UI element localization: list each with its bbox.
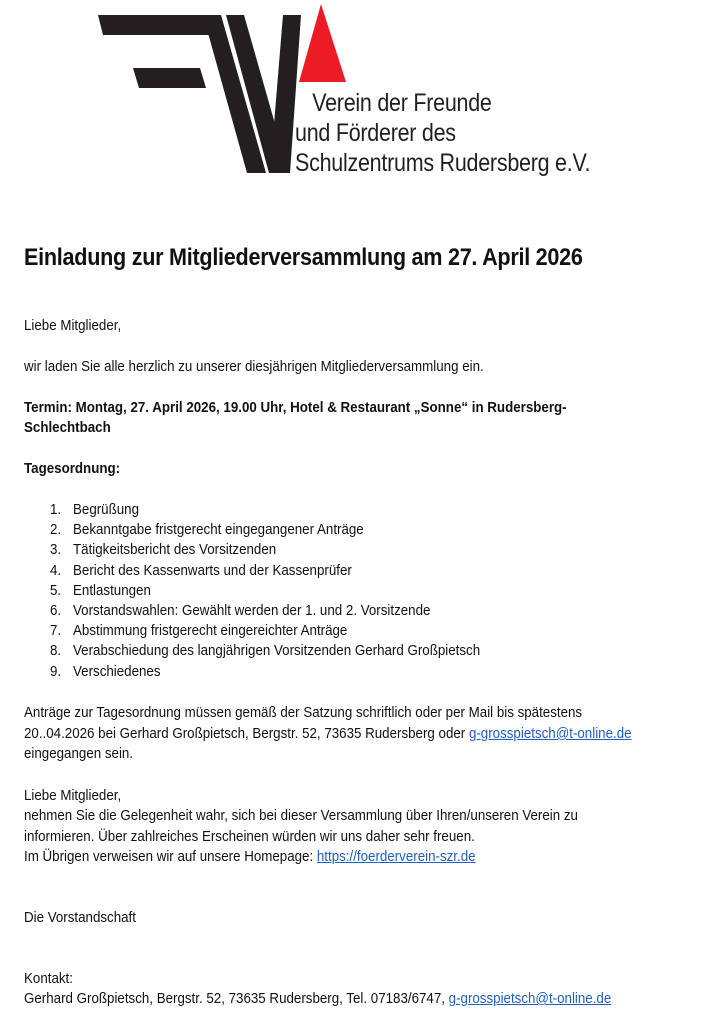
agenda-text: Vorstandswahlen: Gewählt werden der 1. und 2. Vorsitzende — [73, 603, 431, 620]
agenda-number: 7. — [50, 623, 62, 640]
logo-line-1: Verein der Freunde — [312, 89, 492, 117]
email-link[interactable]: g-grosspietsch@t-online.de — [468, 726, 632, 742]
logo-line-3: Schulzentrums Rudersberg e.V. — [295, 149, 591, 177]
agenda-list — [50, 500, 480, 682]
logo-f-top-bar — [98, 15, 211, 35]
antraege-line-2-text: 20..04.2026 bei Gerhard Großpietsch, Bergstr. 52, 73635 Rudersberg oder — [24, 726, 469, 742]
agenda-number: 3. — [50, 542, 62, 559]
closing-line-3 — [24, 847, 476, 868]
termin-line-2: Schlechtbach — [24, 420, 111, 436]
agenda-item — [50, 540, 480, 560]
closing-line-2: informieren. Über zahlreiches Erscheinen würden wir uns daher sehr freuen. — [24, 829, 475, 845]
agenda-text: Verschiedenes — [73, 663, 161, 680]
closing-greeting: Liebe Mitglieder, — [24, 788, 122, 804]
logo — [0, 0, 702, 200]
greeting: Liebe Mitglieder, — [24, 318, 122, 334]
agenda-number: 2. — [50, 522, 62, 539]
agenda-text: Abstimmung fristgerecht eingereichter Anträge — [73, 623, 348, 640]
agenda-number: 8. — [50, 643, 62, 660]
contact-details-text: Gerhard Großpietsch, Bergstr. 52, 73635 Rudersberg, Tel. 07183/6747, — [24, 991, 449, 1007]
agenda-number: 9. — [50, 663, 62, 680]
agenda-item — [50, 662, 480, 682]
agenda-item — [50, 500, 480, 520]
agenda-text: Tätigkeitsbericht des Vorsitzenden — [73, 542, 277, 559]
agenda-item — [50, 520, 480, 540]
agenda-number: 1. — [50, 502, 62, 518]
page-title: Einladung zur Mitgliederversammlung am 27. April 2026 — [24, 244, 583, 271]
intro-text: wir laden Sie alle herzlich zu unserer diesjährigen Mitgliederversammlung ein. — [24, 359, 484, 375]
closing-line-1: nehmen Sie die Gelegenheit wahr, sich bei dieser Versammlung über Ihren/unseren Verein zu — [24, 808, 578, 824]
logo-f-middle-bar — [133, 68, 206, 88]
agenda-item — [50, 641, 480, 661]
logo-text — [295, 88, 590, 178]
agenda-item — [50, 621, 480, 641]
agenda-number: 6. — [50, 603, 62, 620]
homepage-link[interactable]: https://foerderverein-szr.de — [316, 849, 476, 865]
antraege-line-1: Anträge zur Tagesordnung müssen gemäß der Satzung schriftlich oder per Mail bis spätestens — [24, 705, 583, 721]
contact-details — [24, 989, 611, 1010]
agenda-text: Bericht des Kassenwarts und der Kassenprüfer — [73, 562, 352, 579]
termin-line-1: Termin: Montag, 27. April 2026, 19.00 Uhr, Hotel & Restaurant „Sonne“ in Rudersberg- — [24, 400, 567, 416]
signature: Die Vorstandschaft — [24, 910, 136, 926]
agenda-number: 4. — [50, 562, 62, 579]
agenda-heading: Tagesordnung: — [24, 461, 121, 477]
agenda-item — [50, 581, 480, 601]
contact-email-link[interactable]: g-grosspietsch@t-online.de — [448, 991, 612, 1007]
agenda-item — [50, 601, 480, 621]
antraege-line-3: eingegangen sein. — [24, 746, 134, 762]
agenda-text: Verabschiedung des langjährigen Vorsitzenden Gerhard Großpietsch — [73, 643, 481, 660]
antraege-line-2 — [24, 724, 632, 745]
agenda-number: 5. — [50, 582, 62, 599]
closing-line-3-text: Im Übrigen verweisen wir auf unsere Homepage: — [24, 849, 317, 865]
agenda-item — [50, 561, 480, 581]
contact-label: Kontakt: — [24, 971, 73, 987]
logo-red-triangle — [299, 4, 346, 82]
agenda-text: Begrüßung — [73, 502, 140, 518]
logo-line-2: und Förderer des — [295, 119, 456, 147]
agenda-text: Entlastungen — [73, 582, 151, 599]
agenda-text: Bekanntgabe fristgerecht eingegangener Anträge — [73, 522, 364, 539]
